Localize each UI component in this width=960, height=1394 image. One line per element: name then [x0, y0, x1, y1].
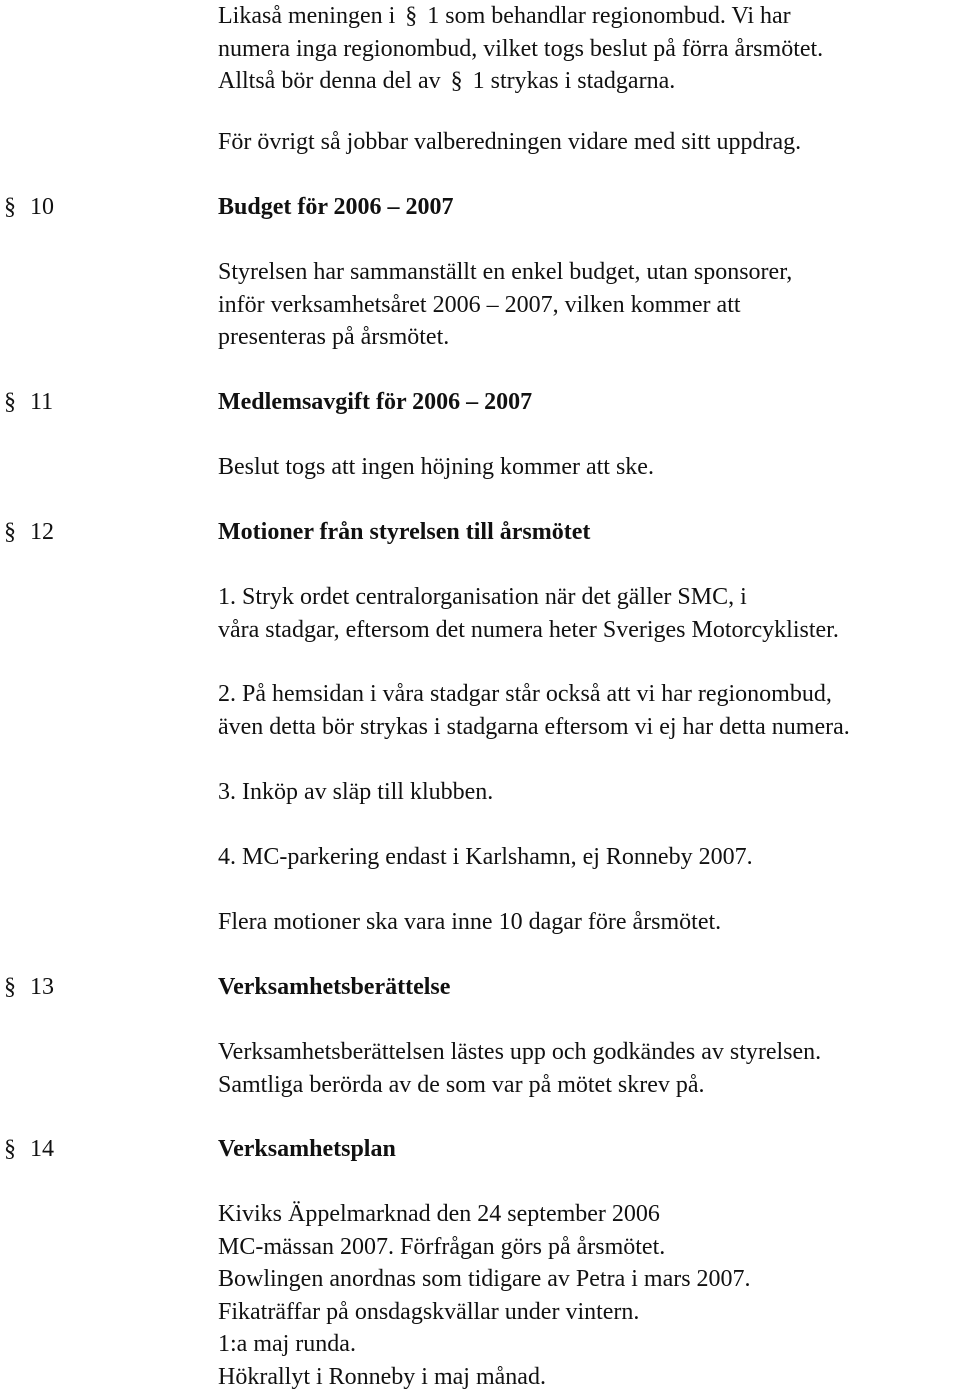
section-title: Medlemsavgift för 2006 – 2007 [218, 389, 533, 415]
section-number: 13 [30, 974, 54, 1000]
intro-line: Likaså meningen i § 1 som behandlar regionombud. Vi har [218, 0, 823, 33]
section-mark: § [4, 519, 16, 545]
section-mark: § [4, 194, 16, 220]
section-number: 11 [30, 389, 54, 415]
intro-line: Alltså bör denna del av § 1 strykas i stadgarna. [218, 65, 823, 98]
section-10-body: Styrelsen har sammanställt en enkel budget, utan sponsorer, inför verksamhetsåret 2006 – 2007, vilken kommer att presenteras på årsmötet. [218, 259, 793, 350]
section-number: 12 [30, 519, 54, 545]
section-mark: § [405, 3, 418, 29]
section-number: 14 [30, 1136, 54, 1162]
section-number: 10 [30, 194, 54, 220]
section-title: Budget för 2006 – 2007 [218, 194, 454, 220]
motion-item: 3. Inköp av släp till klubben. [218, 779, 494, 805]
section-title: Verksamhetsberättelse [218, 974, 451, 1000]
section-11-body: Beslut togs att ingen höjning kommer att ske. [218, 454, 654, 480]
motion-note: Flera motioner ska vara inne 10 dagar före årsmötet. [218, 909, 722, 935]
section-mark: § [4, 1136, 16, 1162]
section-title: Verksamhetsplan [218, 1136, 396, 1162]
intro-line: numera inga regionombud, vilket togs beslut på förra årsmötet. [218, 35, 824, 62]
motion-item: 1. Stryk ordet centralorganisation när det gäller SMC, i våra stadgar, eftersom det numera heter Sveriges Motorcyklister. [218, 584, 839, 643]
intro-paragraph [218, 0, 823, 98]
section-13-body: Verksamhetsberättelsen lästes upp och godkändes av styrelsen. Samtliga berörda av de som var på mötet skrev på. [218, 1039, 822, 1098]
section-heading-14 [0, 1133, 960, 1166]
motion-item: 2. På hemsidan i våra stadgar står också att vi har regionombud, även detta bör strykas i stadgarna eftersom vi ej har detta numera. [218, 681, 850, 740]
section-mark: § [4, 389, 16, 415]
section-heading-11 [0, 386, 960, 419]
section-14-body: Kiviks Äppelmarknad den 24 september 2006 MC-mässan 2007. Förfrågan görs på årsmötet. Bowlingen anordnas som tidigare av Petra i mars 2007. Fikaträffar på onsdagskvällar under vintern. 1:a maj runda. Hökrallyt i Ronneby i maj månad. [218, 1201, 751, 1390]
intro-closing: För övrigt så jobbar valberedningen vidare med sitt uppdrag. [218, 129, 802, 155]
motion-item: 4. MC-parkering endast i Karlshamn, ej Ronneby 2007. [218, 844, 753, 870]
section-heading-13 [0, 971, 960, 1004]
section-mark: § [4, 974, 16, 1000]
section-mark: § [450, 68, 463, 94]
section-heading-10 [0, 191, 960, 224]
section-title: Motioner från styrelsen till årsmötet [218, 519, 591, 545]
section-heading-12 [0, 516, 960, 549]
